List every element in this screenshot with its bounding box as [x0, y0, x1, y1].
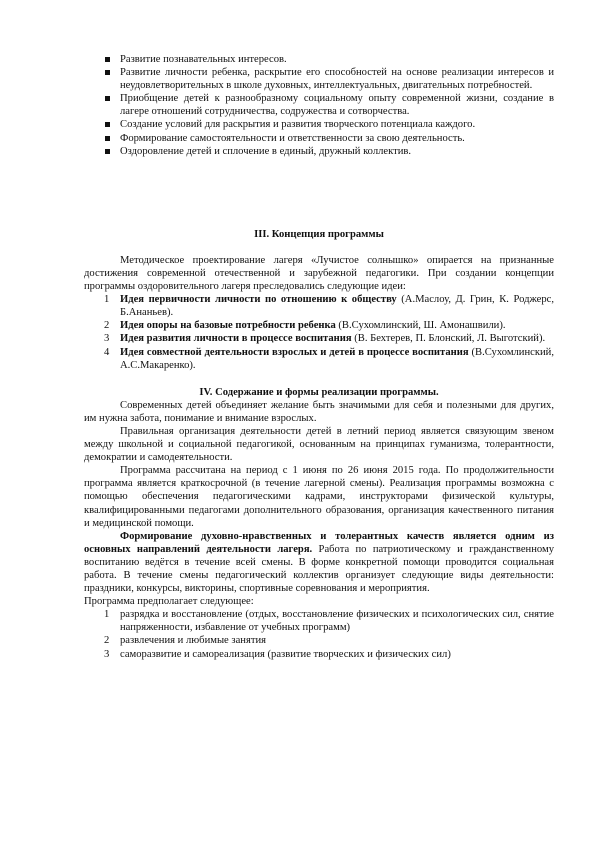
program-item [84, 648, 554, 661]
idea-title: Идея совместной деятельности взрослых и детей в процессе воспитания [120, 346, 469, 358]
bullet-text: Формирование самостоятельности и ответственности за свою деятельность. [120, 132, 465, 144]
program-item-text: развлечения и любимые занятия [120, 635, 267, 647]
idea-item [84, 293, 554, 319]
bullet-item [84, 53, 554, 66]
bullet-text: Создание условий для раскрытия и развития творческого потенциала каждого. [120, 119, 476, 131]
bullet-item [84, 118, 554, 131]
section-4-paragraph-2: Правильная организация деятельности детей в летний период является связующим звеном между школьной и социальной педагогикой, основанным на принципах гуманизма, толерантности, демократии и самодеятельности. [84, 425, 554, 464]
idea-authors: (А.Маслоу, Д. Грин, К. Роджерс, Б.Ананьев). [120, 294, 554, 319]
program-items-list [84, 608, 554, 660]
bullet-square-icon [105, 136, 110, 141]
idea-authors: (В. Бехтерев, П. Блонский, Л. Выготский). [351, 333, 546, 345]
bullet-square-icon [105, 96, 110, 101]
section-4-paragraph-3: Программа рассчитана на период с 1 июня по 26 июня 2015 года. По продолжительности программа является краткосрочной (в течение лагерной смены). Реализация программы возможна с помощью обеспечения педагогическими кадрами, инструкторами физической культуры, квалифицированными педагогами дополнительного образования, организация качественного питания и медицинской помощи. [84, 465, 554, 529]
idea-authors: (В.Сухомлинский, Ш. Амонашвили). [335, 320, 506, 332]
bullet-text: Развитие личности ребенка, раскрытие его способностей на основе реализации интересов и неудовлетворительных в школе духовных, интеллектуальных, двигательных потребностей. [120, 67, 554, 92]
idea-number: 3 [104, 333, 110, 345]
ideas-list [84, 293, 554, 372]
idea-authors: (В.Сухомлинский, А.С.Макаренко). [120, 346, 554, 371]
program-item [84, 634, 554, 647]
program-item-number: 3 [104, 648, 110, 660]
bullet-item [84, 66, 554, 92]
bullet-item [84, 92, 554, 118]
bullet-square-icon [105, 70, 110, 75]
section-4-paragraph-4 [84, 530, 554, 595]
bullet-square-icon [105, 149, 110, 154]
program-item-number: 1 [104, 609, 110, 621]
idea-title: Идея первичности личности по отношению к обществу [120, 294, 397, 306]
bullet-item [84, 145, 554, 158]
bullet-square-icon [105, 57, 110, 62]
goals-bullet-list [84, 53, 554, 158]
bullet-text: Приобщение детей к разнообразному социальному опыту современной жизни, создание в лагере отношений сотрудничества, содружества и сотворчества. [120, 93, 554, 118]
bullet-item [84, 132, 554, 145]
idea-number: 1 [104, 294, 110, 306]
idea-item [84, 346, 554, 372]
section-4-heading: IV. Содержание и формы реализации программы. [199, 386, 439, 398]
program-item-text: саморазвитие и самореализация (развитие творческих и физических сил) [120, 648, 451, 660]
paragraph-4-bold-lead: Формирование духовно-нравственных и толерантных качеств является одним из основных направлений деятельности лагеря. [84, 530, 554, 555]
program-item [84, 608, 554, 634]
idea-number: 4 [104, 346, 110, 358]
idea-number: 2 [104, 320, 110, 332]
section-4-paragraph-5: Программа предполагает следующее: [84, 596, 254, 608]
bullet-square-icon [105, 122, 110, 127]
idea-item [84, 332, 554, 345]
idea-title: Идея опоры на базовые потребности ребенка [120, 320, 336, 332]
section-3-intro: Методическое проектирование лагеря «Лучистое солнышко» опирается на признанные достижения современной отечественной и зарубежной педагогики. При создании концепции программы оздоровительного лагеря преследовались следующие идеи: [84, 254, 554, 293]
page-content [84, 53, 554, 661]
bullet-text: Развитие познавательных интересов. [120, 54, 287, 65]
paragraph-4-text: Работа по патриотическому и гражданственному воспитанию ведётся в течение всей смены. В форме конкретной помощи проводится социальная работа. В течение смены педагогический коллектив организует следующие виды деятельности: праздники, конкурсы, викторины, спортивные соревнования и мероприятия. [84, 543, 554, 595]
idea-item [84, 319, 554, 332]
bullet-text: Оздоровление детей и сплочение в единый, дружный коллектив. [120, 145, 412, 157]
section-4-paragraph-1: Современных детей объединяет желание быть значимыми для себя и полезными для других, им нужна забота, понимание и внимание взрослых. [84, 399, 554, 424]
section-3-heading: III. Концепция программы [254, 228, 384, 240]
program-item-text: разрядка и восстановление (отдых, восстановление физических и психологических сил, снятие напряженности, избавление от учебных программ) [120, 609, 554, 634]
idea-title: Идея развития личности в процессе воспитания [120, 333, 352, 345]
program-item-number: 2 [104, 635, 110, 647]
